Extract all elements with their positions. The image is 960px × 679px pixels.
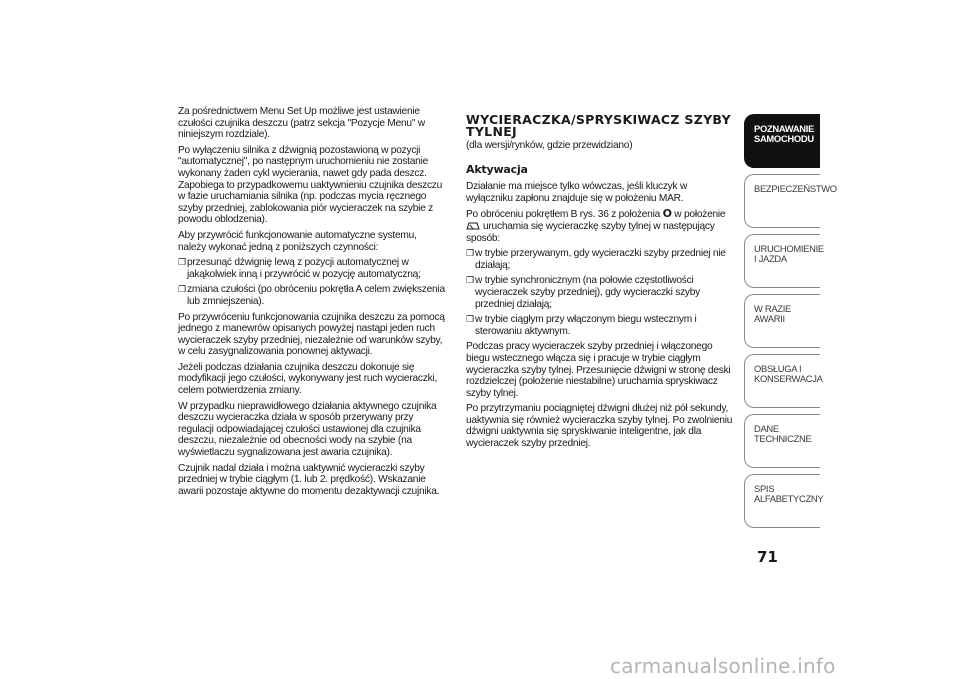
tab-label: POZNAWANIE SAMOCHODU [754,123,815,144]
bullet-item [466,275,736,310]
paragraph: W przypadku nieprawidłowego działania aktywnego czujnika deszczu wycieraczka działa w sposób przerywany przy regulacji odpowiadającej czułości ustawionej dla czujnika deszczu, niezależnie od obecności wody na szybie (na wyświetlaczu sygnalizowana jest awaria czujnika). [178,400,437,459]
section-title: WYCIERACZKA/SPRYSKIWACZ SZYBY TYLNEJ [466,112,731,139]
position-o-label: O [662,207,672,221]
tab-label: DANE TECHNICZNE [754,423,812,444]
checkbox-bullet-icon: ❐ [178,284,186,295]
checkbox-bullet-icon: ❐ [466,248,474,259]
chapter-tabs [744,114,837,534]
tab-label: W RAZIE AWARII [754,303,791,324]
bullet-text: w trybie synchronicznym (na połowie częstotliwości wycieraczek szyby przedniej), gdy wycieraczki szyby przedniej działają; [475,275,701,310]
tab-uruchomienie-i-jazda[interactable] [744,234,824,288]
tab-poznawanie-samochodu[interactable] [744,114,820,168]
paragraph-part: Po obróceniu pokrętłem B rys. 36 z położenia [466,209,660,221]
left-column [178,106,446,501]
bullet-text: w trybie przerywanym, gdy wycieraczki szyby przedniej nie działają; [475,248,726,271]
tab-label: BEZPIECZEŃSTWO [754,183,837,194]
rear-wiper-icon [466,221,480,231]
paragraph [466,208,736,244]
bullet-item [466,314,736,337]
watermark: carmanualsonline.info [610,654,836,678]
paragraph-part: w położenie [674,209,726,221]
paragraph: Po wyłączeniu silnika z dźwignią pozostawioną w pozycji "automatycznej", po następnym uruchomieniu nie zostanie wykonany żaden cykl wycierania, nawet gdy pada deszcz. Zapobiega to przypadkowemu uaktywnieniu czujnika deszczu w fazie uruchamiania silnika (np. podczas mycia ręcznego szyby przedniej, zablokowania piór wycieraczek na szybie z powodu oblodzenia). [178,144,443,226]
tab-w-razie-awarii[interactable] [744,294,820,348]
tab-obsluga-i-konserwacja[interactable] [744,354,823,408]
paragraph: Podczas pracy wycieraczek szyby przedniej i włączonego biegu wstecznego włącza się i pracuje w trybie ciągłym wycieraczka szyby tylnej. Przesunięcie dźwigni w stronę deski rozdzielczej (położenie niestabilne) uruchamia spryskiwacz szyby tylnej. [466,341,731,399]
checkbox-bullet-icon: ❐ [178,257,186,268]
paragraph: Aby przywrócić funkcjonowanie automatyczne systemu, należy wykonać jedną z poniższych czynności: [178,229,417,253]
right-column [466,106,736,454]
checkbox-bullet-icon: ❐ [466,275,474,286]
bullet-item [466,248,736,271]
paragraph: Jeżeli podczas działania czujnika deszczu dokonuje się modyfikacji jego czułości, wykonywany jest ruch wycieraczki, celem potwierdzenia zmiany. [178,361,438,397]
paragraph: Czujnik nadal działa i można uaktywnić wycieraczki szyby przedniej w trybie ciągłym (1. lub 2. prędkość). Wskazanie awarii pozostaje aktywne do momentu dezaktywacji czujnika. [178,462,440,497]
bullet-item [178,284,446,307]
subsection-heading: Aktywacja [466,162,528,176]
bullet-text: przesunąć dźwignię lewą z pozycji automatycznej w jakąkolwiek inną i przywrócić w pozycję automatyczną; [187,257,421,280]
checkbox-bullet-icon: ❐ [466,314,474,325]
tab-bezpieczenstwo[interactable] [744,174,837,228]
tab-dane-techniczne[interactable] [744,414,820,468]
tab-label: URUCHOMIENIE I JAZDA [754,243,824,264]
page-number: 71 [757,548,778,566]
paragraph: Po przytrzymaniu pociągniętej dźwigni dłużej niż pół sekundy, uaktywnia się również wycieraczka szyby tylnej. Po zwolnieniu dźwigni uaktywnia się spryskiwanie inteligentne, jak dla wycieraczek szyby przedniej. [466,403,733,450]
bullet-text: zmiana czułości (po obróceniu pokrętła A celem zwiększenia lub zmniejszenia). [187,284,445,307]
paragraph: Za pośrednictwem Menu Set Up możliwe jest ustawienie czułości czujnika deszczu (patrz sekcja "Pozycje Menu" w niniejszym rozdziale). [178,106,425,141]
tab-label: OBSŁUGA I KONSERWACJA [754,363,823,384]
paragraph: Po przywróceniu funkcjonowania czujnika deszczu za pomocą jednego z manewrów opisanych powyżej nastąpi jeden ruch wycieraczek szyby przedniej, niezależnie od warunków szyby, w celu zasygnalizowania ponownej aktywacji. [178,311,445,358]
tab-spis-alfabetyczny[interactable] [744,474,824,528]
paragraph-part: uruchamia się wycieraczkę szyby tylnej w następujący sposób: [466,220,715,244]
tab-label: SPIS ALFABETYCZNY [754,483,824,504]
section-subtitle: (dla wersji/rynków, gdzie przewidziano) [466,140,633,151]
bullet-item [178,257,446,280]
bullet-text: w trybie ciągłym przy włączonym biegu wstecznym i sterowaniu aktywnym. [475,314,697,337]
paragraph: Działanie ma miejsce tylko wówczas, jeśli kluczyk w wyłączniku zapłonu znajduje się w położeniu MAR. [466,181,688,204]
